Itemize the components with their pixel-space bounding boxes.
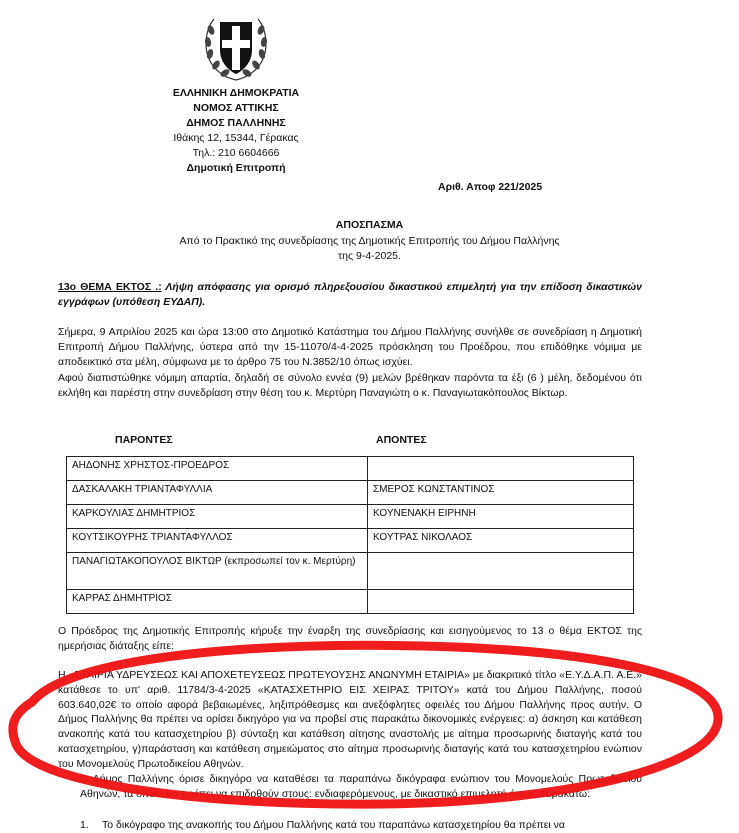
present-cell: ΑΗΔΟΝΗΣ ΧΡΗΣΤΟΣ-ΠΡΟΕΔΡΟΣ (67, 457, 368, 481)
present-cell: ΠΑΝΑΓΙΩΤΑΚΟΠΟΥΛΟΣ ΒΙΚΤΩΡ (εκπροσωπεί τον κ. Μερτύρη) (67, 553, 368, 590)
present-cell: ΚΑΡΚΟΥΛΙΑΣ ΔΗΜΗΤΡΙΟΣ (67, 505, 368, 529)
president-paragraph: Ο Πρόεδρος της Δημοτικής Επιτροπής κήρυξε την έναρξη της συνεδρίασης και εισηγούμενος το 13 ο θέμα ΕΚΤΟΣ της ημερήσιας διάταξης είπε: (58, 625, 642, 652)
list-item-text: Το δικόγραφο της ανακοπής του Δήμου Παλλήνης κατά του παραπάνω κατασχετηρίου θα πρέπει να (102, 819, 565, 831)
list-item (80, 818, 642, 833)
absent-cell: ΚΟΥΝΕΝΑΚΗ ΕΙΡΗΝΗ (368, 505, 634, 529)
absent-header: ΑΠΟΝΤΕΣ (376, 434, 427, 446)
table-row (67, 481, 634, 505)
document-title: ΑΠΟΣΠΑΣΜΑ (335, 219, 404, 231)
header-phone: Τηλ.: 210 6604666 (192, 147, 280, 159)
header-country: ΕΛΛΗΝΙΚΗ ΔΗΜΟΚΡΑΤΙΑ (172, 87, 300, 99)
table-row (67, 553, 634, 590)
lawyer-paragraph: Ο Δήμος Παλλήνης όρισε δικηγόρο να καταθέσει τα παραπάνω δικόγραφα ενώπιον του Μονομελούς Πρωτοδικείου Αθηνών, τα οποία θα πρέπει να επιδοθούν στους: ενδιαφερόμενους, με δικαστικό επιμελητή όπως παρακάτω: (80, 773, 642, 800)
document-subtitle (0, 234, 739, 264)
table-row (67, 505, 634, 529)
decision-number: Αριθ. Αποφ 221/2025 (438, 181, 543, 193)
issue-heading (58, 280, 642, 310)
absent-cell (368, 590, 634, 614)
greek-coat-of-arms-emblem (198, 10, 274, 86)
header-address: Ιθάκης 12, 15344, Γέρακας (173, 132, 299, 144)
present-cell: ΚΟΥΤΣΙΚΟΥΡΗΣ ΤΡΙΑΝΤΑΦΥΛΛΟΣ (67, 529, 368, 553)
session-paragraph: Σήμερα, 9 Απριλίου 2025 και ώρα 13:00 στο Δημοτικό Κατάστημα του Δήμου Παλλήνης συνήλθε σε συνεδρίαση η Δημοτική Επιτροπή Δήμου Παλλήνης, ύστερα από την 15-11070/4-4-2025 πρόσκληση του Προέδρου, που επιδόθηκε νόμιμα με αποδεικτικό στα μέλη, σύμφωνα με το άρθρο 75 του Ν.3852/10 όπως ισχύει. (58, 326, 642, 368)
absent-cell (368, 553, 634, 590)
header-municipality: ΔΗΜΟΣ ΠΑΛΛΗΝΗΣ (186, 117, 286, 129)
absent-cell: ΚΟΥΤΡΑΣ ΝΙΚΟΛΑΟΣ (368, 529, 634, 553)
subtitle-line-2: της 9-4-2025. (338, 250, 401, 262)
table-row (67, 590, 634, 614)
absent-cell: ΣΜΕΡΟΣ ΚΩΝΣΤΑΝΤΙΝΟΣ (368, 481, 634, 505)
present-cell: ΔΑΣΚΑΛΑΚΗ ΤΡΙΑΝΤΑΦΥΛΛΙΑ (67, 481, 368, 505)
eydap-paragraph: Η «ΕΤΑΙΡΙΑ ΥΔΡΕΥΣΕΩΣ ΚΑΙ ΑΠΟΧΕΤΕΥΣΕΩΣ ΠΡΩΤΕΥΟΥΣΗΣ ΑΝΩΝΥΜΗ ΕΤΑΙΡΙΑ» με διακριτικό τίτλο «Ε.Υ.Δ.Α.Π. Α.Ε.» κατάθεσε το υπ' αριθ. 11784/3-4-2025 «ΚΑΤΑΣΧΕΤΗΡΙΟ ΕΙΣ ΧΕΙΡΑΣ ΤΡΙΤΟΥ» κατά του Δήμου Παλλήνης, ποσού 603.640,02€ το οποίο αφορά βεβαιωμένες, ληξιπρόθεσμες και ανεξόφλητες οφειλές του Δήμου Παλλήνης προς αυτήν. Ο Δήμος Παλλήνης θα πρέπει να ορίσει δικηγόρο για να προβεί στις παρακάτω δικονομικές ενέργειες: α) άσκηση και κατάθεση ανακοπής κατά του κατασχετηρίου β) σύνταξη και κατάθεση αίτησης αναστολής με αίτημα προσωρινής διαταγής κατά του κατασχετηρίου, γ)παράσταση και κατάθεση σημειώματος στο αίτημα προσωρινής διαταγής κατά του κατασχετηρίου ενώπιον του Μονομελούς Πρωτοδικείου Αθηνών. (58, 669, 642, 770)
header-prefecture: ΝΟΜΟΣ ΑΤΤΙΚΗΣ (193, 102, 279, 114)
subtitle-line-1: Από το Πρακτικό της συνεδρίασης της Δημοτικής Επιτροπής του Δήμου Παλλήνης (179, 235, 560, 247)
list-item-number: 1. (80, 819, 89, 831)
present-cell: ΚΑΡΡΑΣ ΔΗΜΗΤΡΙΟΣ (67, 590, 368, 614)
issue-text: Λήψη απόφασης για ορισμό πληρεξουσίου δικαστικού επιμελητή για την επίδοση δικαστικών εγγράφων (υπόθεση ΕΥΔΑΠ). (58, 281, 642, 308)
attendance-table (66, 456, 634, 614)
present-header: ΠΑΡΟΝΤΕΣ (115, 434, 173, 446)
absent-cell (368, 457, 634, 481)
table-row (67, 529, 634, 553)
quorum-paragraph: Αφού διαπιστώθηκε νόμιμη απαρτία, δηλαδή σε σύνολο εννέα (9) μελών βρέθηκαν παρόντα τα έξι (6 ) μέλη, δεδομένου ότι εκλήθη και παρέστη στην συνεδρίαση στην θέση του κ. Μερτύρη Παναγιώτη ο κ. Παναγιωτακόπουλος Βίκτωρ. (58, 372, 642, 399)
issue-lead: 13ο ΘΕΜΑ ΕΚΤΟΣ .: (58, 281, 162, 293)
header-committee: Δημοτική Επιτροπή (186, 162, 286, 174)
table-row (67, 457, 634, 481)
